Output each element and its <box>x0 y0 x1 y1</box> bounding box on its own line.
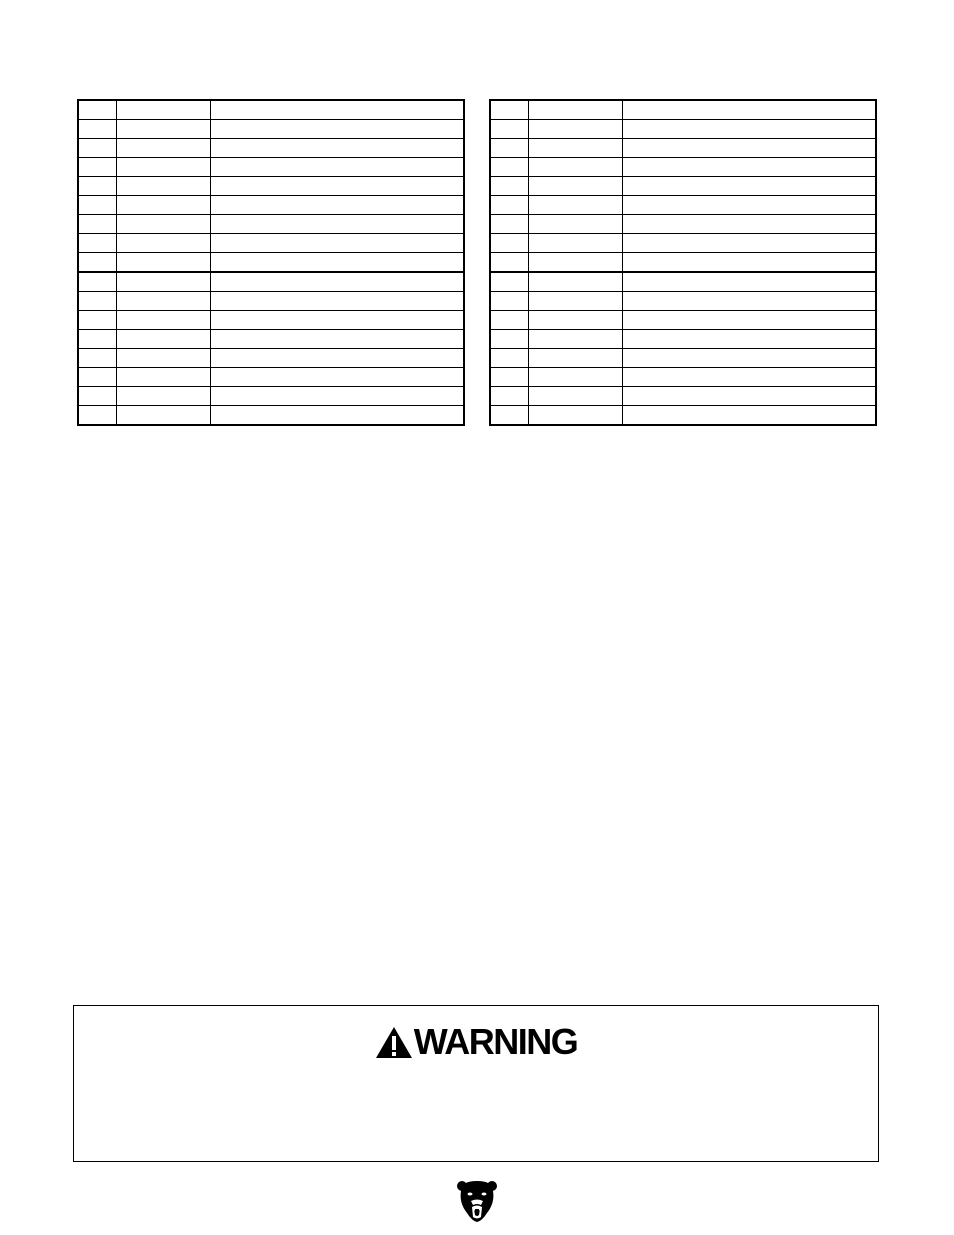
parts-table-left-cell-description <box>210 387 464 406</box>
parts-table-left-cell-ref <box>78 215 116 234</box>
parts-table-left-cell-ref <box>78 330 116 349</box>
parts-table-left-cell-description <box>210 215 464 234</box>
parts-table-left-row <box>78 253 464 273</box>
parts-table-right-cell-part-number <box>528 387 622 406</box>
parts-table-right-cell-part-number <box>528 330 622 349</box>
parts-table-left-row <box>78 368 464 387</box>
parts-table-right-cell-part-number <box>528 234 622 253</box>
parts-table-left-cell-ref <box>78 234 116 253</box>
parts-table-left-cell-part-number <box>116 120 210 139</box>
parts-table-right-cell-ref <box>490 311 528 330</box>
parts-table-left-cell-description <box>210 368 464 387</box>
parts-table-right-cell-description <box>622 196 876 215</box>
parts-table-right-cell-part-number <box>528 272 622 292</box>
parts-table-left-cell-part-number <box>116 234 210 253</box>
parts-table-left-cell-description <box>210 292 464 311</box>
parts-table-right-cell-description <box>622 139 876 158</box>
parts-table-left-cell-description <box>210 120 464 139</box>
parts-table-right-cell-description <box>622 158 876 177</box>
parts-table-right-cell-ref <box>490 349 528 368</box>
parts-table-left-row <box>78 120 464 139</box>
parts-table-right-cell-description <box>622 234 876 253</box>
bear-head-logo-icon <box>457 1177 497 1223</box>
parts-table-left-cell-ref <box>78 368 116 387</box>
parts-table-left-cell-part-number <box>116 139 210 158</box>
parts-table-left-cell-part-number <box>116 100 210 120</box>
parts-table-left-cell-ref <box>78 139 116 158</box>
parts-table-left-row <box>78 387 464 406</box>
parts-table-right-cell-description <box>622 292 876 311</box>
parts-table-left-cell-ref <box>78 349 116 368</box>
parts-table-left-cell-description <box>210 330 464 349</box>
parts-table-right-cell-ref <box>490 272 528 292</box>
parts-table-left-row <box>78 272 464 292</box>
parts-table-left-cell-ref <box>78 158 116 177</box>
parts-table-right-cell-part-number <box>528 253 622 273</box>
parts-table-right-cell-part-number <box>528 368 622 387</box>
parts-table-right-cell-description <box>622 406 876 426</box>
parts-table-left-row <box>78 215 464 234</box>
parts-table-left-cell-ref <box>78 253 116 273</box>
parts-table-right-cell-description <box>622 215 876 234</box>
parts-table-right-cell-description <box>622 253 876 273</box>
parts-table-right-row <box>490 330 876 349</box>
parts-table-right-cell-part-number <box>528 120 622 139</box>
parts-table-left-cell-ref <box>78 196 116 215</box>
parts-table-left-cell-part-number <box>116 406 210 426</box>
warning-header <box>74 1022 878 1062</box>
parts-table-left-cell-description <box>210 311 464 330</box>
parts-table-left-cell-ref <box>78 272 116 292</box>
parts-table-right-cell-ref <box>490 253 528 273</box>
parts-table-left-row <box>78 196 464 215</box>
parts-table-right-cell-ref <box>490 330 528 349</box>
parts-table-right-cell-ref <box>490 406 528 426</box>
parts-table-right-cell-ref <box>490 120 528 139</box>
parts-table-right-row <box>490 196 876 215</box>
parts-table-left-cell-part-number <box>116 215 210 234</box>
parts-table-left-cell-part-number <box>116 253 210 273</box>
parts-table-left-row <box>78 139 464 158</box>
parts-table-right-cell-description <box>622 368 876 387</box>
parts-table-right-cell-part-number <box>528 100 622 120</box>
parts-table-right-row <box>490 139 876 158</box>
parts-table-left-row <box>78 349 464 368</box>
parts-table-left-row <box>78 234 464 253</box>
parts-table-right-cell-part-number <box>528 177 622 196</box>
parts-table-left-cell-ref <box>78 292 116 311</box>
parts-table-left-cell-description <box>210 272 464 292</box>
parts-table-right-row <box>490 311 876 330</box>
parts-table-left-cell-ref <box>78 387 116 406</box>
parts-table-left-cell-part-number <box>116 272 210 292</box>
parts-table-left-cell-description <box>210 139 464 158</box>
parts-table-right-cell-description <box>622 330 876 349</box>
parts-table-right-body <box>490 100 876 425</box>
parts-table-right-row <box>490 215 876 234</box>
parts-table-right-cell-ref <box>490 234 528 253</box>
parts-table-left-cell-ref <box>78 120 116 139</box>
parts-table-right-cell-description <box>622 177 876 196</box>
parts-table-right-cell-ref <box>490 139 528 158</box>
parts-table-right-cell-part-number <box>528 196 622 215</box>
parts-table-left-row <box>78 406 464 426</box>
parts-table-left-cell-description <box>210 158 464 177</box>
parts-table-left-cell-part-number <box>116 196 210 215</box>
parts-table-left-cell-description <box>210 406 464 426</box>
parts-table-left-cell-ref <box>78 311 116 330</box>
parts-table-left-cell-part-number <box>116 330 210 349</box>
parts-table-left-cell-part-number <box>116 177 210 196</box>
parts-table-right-row <box>490 349 876 368</box>
parts-table-left-cell-ref <box>78 406 116 426</box>
parts-table-right-cell-ref <box>490 158 528 177</box>
parts-table-right-row <box>490 253 876 273</box>
warning-triangle-icon <box>375 1026 413 1059</box>
parts-table-right-row <box>490 177 876 196</box>
parts-table-left-row <box>78 292 464 311</box>
parts-table-right-cell-description <box>622 387 876 406</box>
parts-table-left-cell-ref <box>78 100 116 120</box>
parts-table-right-row <box>490 368 876 387</box>
parts-table-right-cell-part-number <box>528 311 622 330</box>
parts-table-left-cell-part-number <box>116 311 210 330</box>
warning-title: WARNING <box>413 1021 578 1062</box>
parts-table-right-cell-part-number <box>528 292 622 311</box>
parts-table-right-cell-description <box>622 349 876 368</box>
parts-table-right-row <box>490 100 876 120</box>
parts-table-right-row <box>490 292 876 311</box>
parts-table-left-cell-part-number <box>116 292 210 311</box>
parts-table-right-row <box>490 234 876 253</box>
parts-table-right-cell-description <box>622 100 876 120</box>
parts-table-left-cell-description <box>210 100 464 120</box>
parts-table-right-cell-ref <box>490 292 528 311</box>
parts-table-left-cell-description <box>210 177 464 196</box>
parts-table-left-cell-description <box>210 234 464 253</box>
parts-table-right-row <box>490 272 876 292</box>
parts-table-right-cell-ref <box>490 368 528 387</box>
parts-table-right-cell-description <box>622 120 876 139</box>
parts-table-left <box>77 99 465 426</box>
parts-table-right-cell-part-number <box>528 406 622 426</box>
parts-table-left-cell-ref <box>78 177 116 196</box>
parts-table-right-cell-part-number <box>528 158 622 177</box>
parts-table-right-row <box>490 387 876 406</box>
parts-table-right-cell-part-number <box>528 139 622 158</box>
parts-table-right-row <box>490 120 876 139</box>
parts-table-right-cell-ref <box>490 387 528 406</box>
parts-table-left-row <box>78 311 464 330</box>
parts-table-left-cell-description <box>210 196 464 215</box>
parts-table-left-row <box>78 158 464 177</box>
parts-table-right-cell-description <box>622 272 876 292</box>
parts-table-right <box>489 99 877 426</box>
parts-table-left-cell-description <box>210 349 464 368</box>
parts-table-left-row <box>78 330 464 349</box>
parts-table-left-row <box>78 177 464 196</box>
parts-table-left-cell-description <box>210 253 464 273</box>
parts-table-left-body <box>78 100 464 425</box>
parts-table-left-cell-part-number <box>116 387 210 406</box>
parts-table-left-cell-part-number <box>116 349 210 368</box>
parts-table-left-cell-part-number <box>116 368 210 387</box>
parts-table-right-row <box>490 406 876 426</box>
parts-table-right-cell-part-number <box>528 349 622 368</box>
parts-table-left-cell-part-number <box>116 158 210 177</box>
parts-table-right-cell-description <box>622 311 876 330</box>
parts-table-right-row <box>490 158 876 177</box>
parts-table-right-cell-ref <box>490 177 528 196</box>
parts-table-left-row <box>78 100 464 120</box>
parts-table-right-cell-ref <box>490 215 528 234</box>
warning-box <box>73 1005 879 1162</box>
parts-table-right-cell-ref <box>490 196 528 215</box>
parts-table-right-cell-part-number <box>528 215 622 234</box>
parts-table-right-cell-ref <box>490 100 528 120</box>
